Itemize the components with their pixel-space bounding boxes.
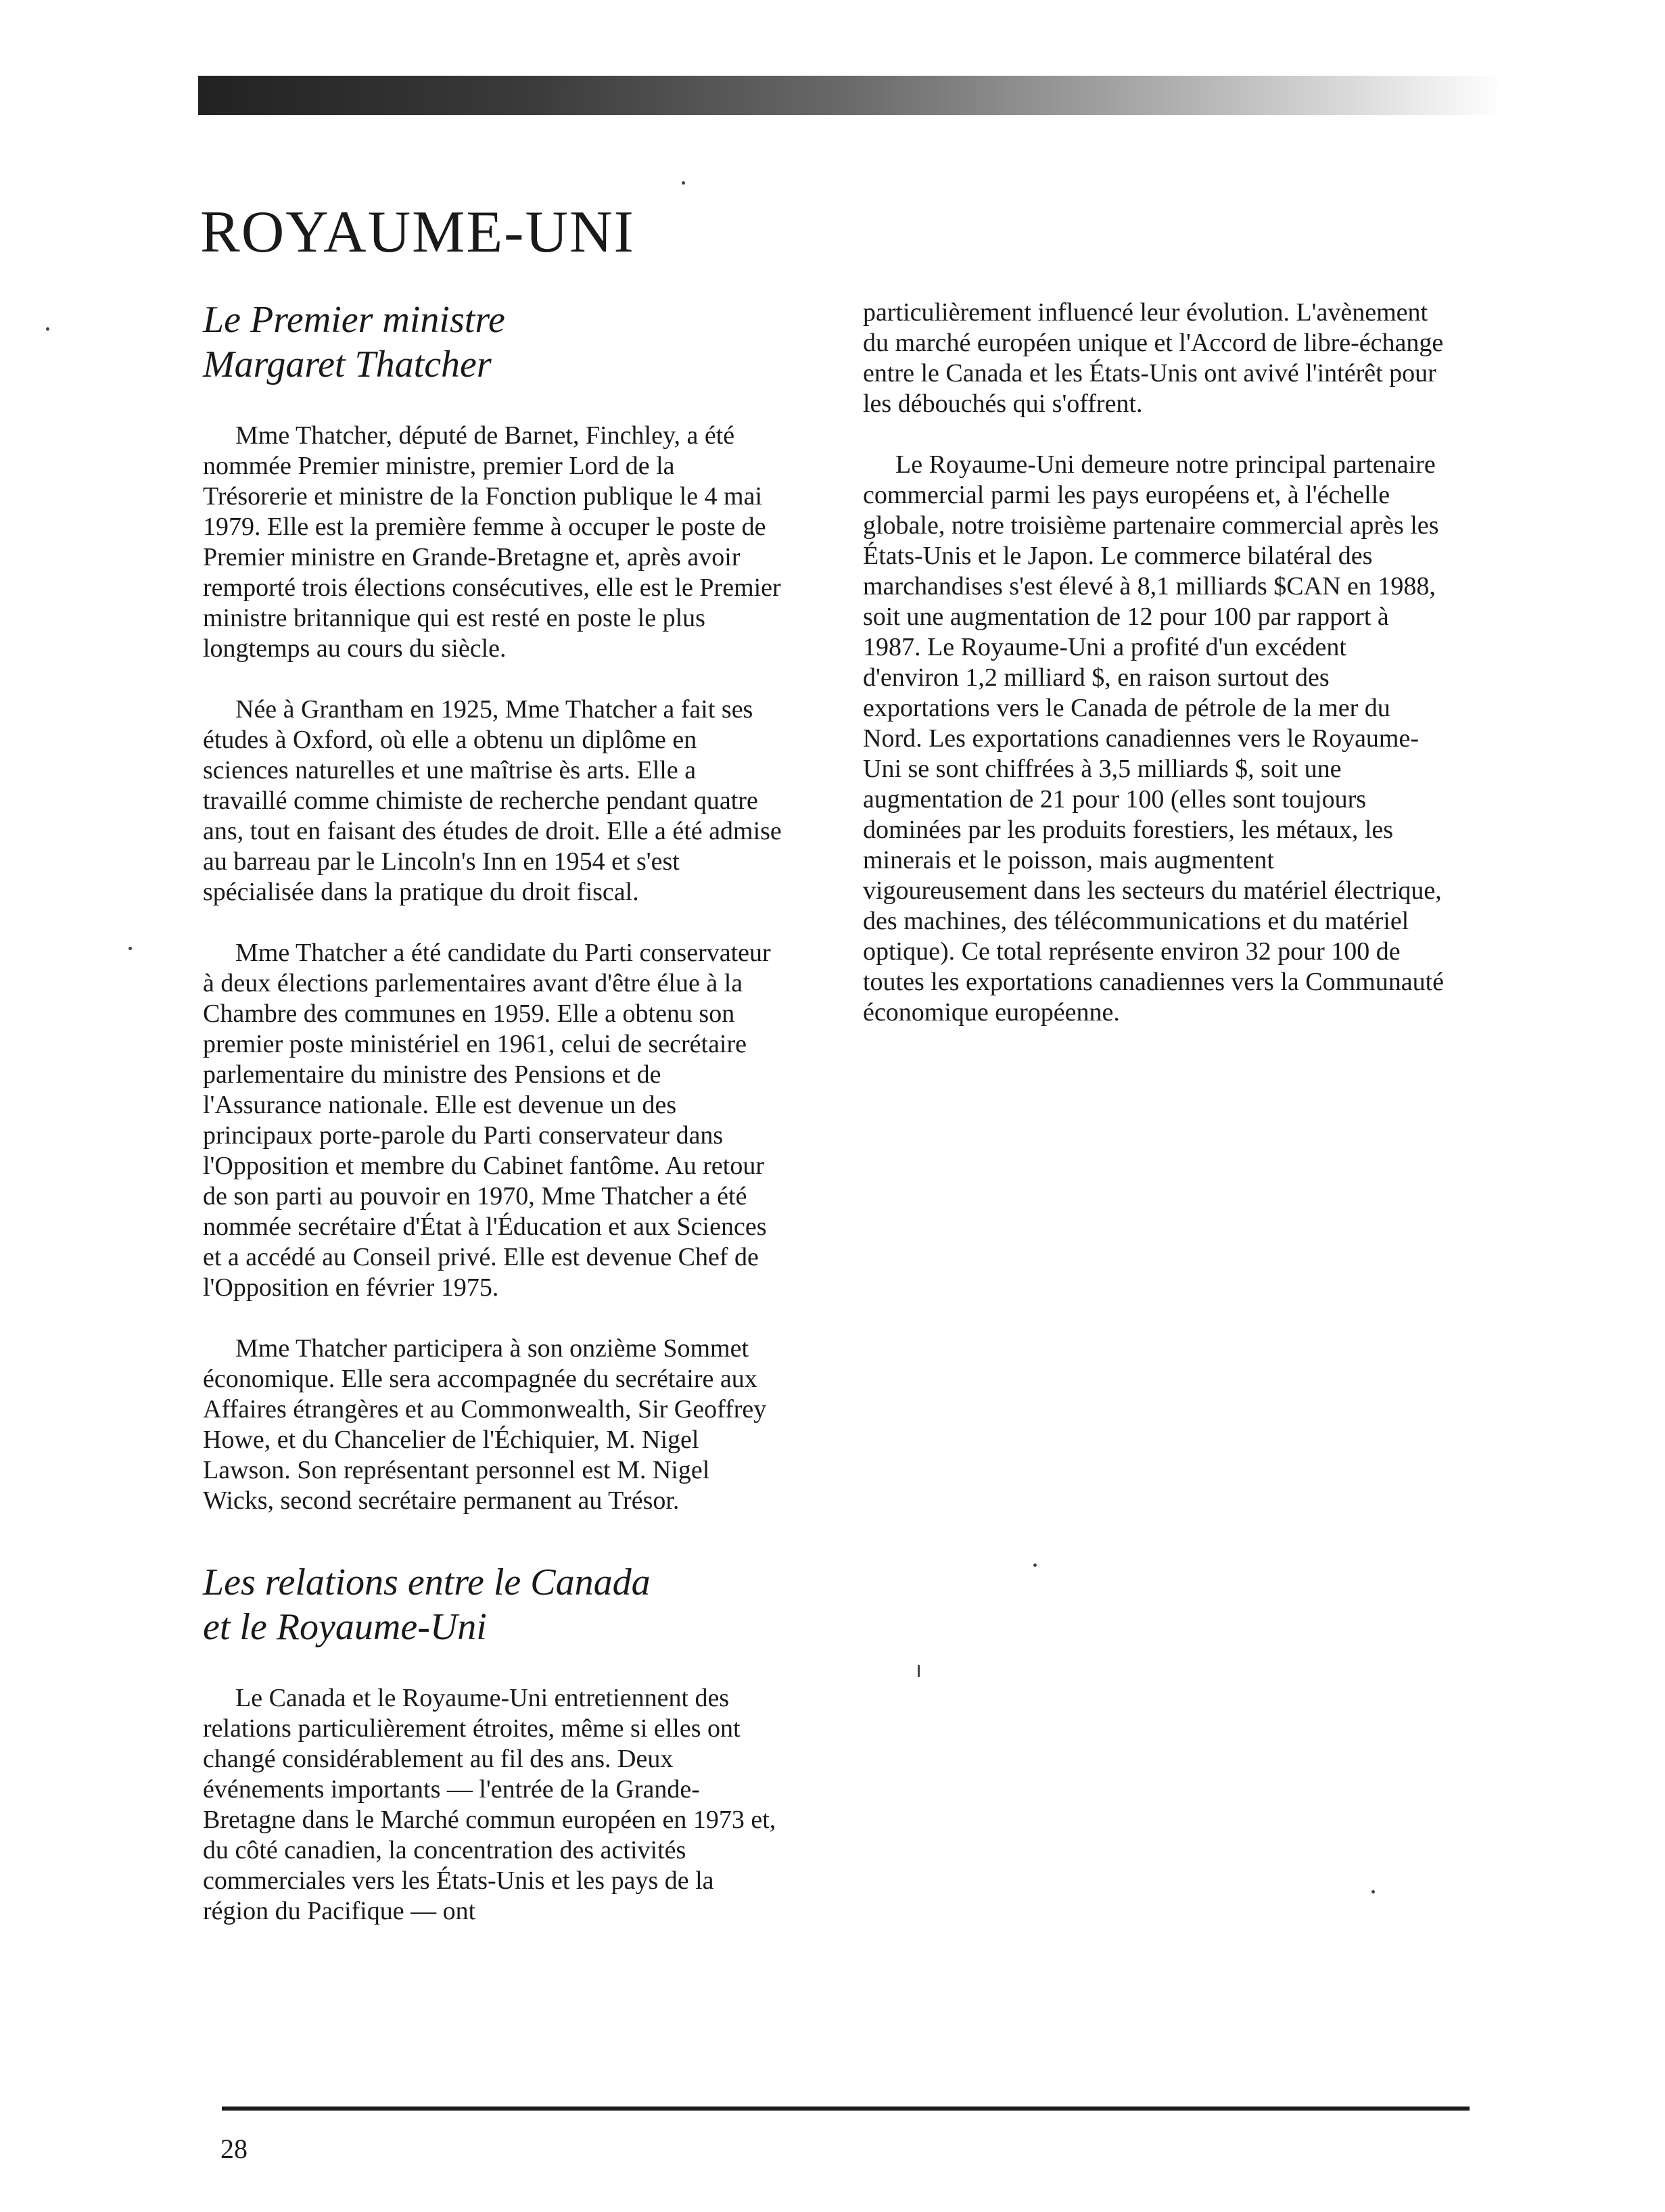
body-paragraph: Mme Thatcher a été candidate du Parti conservateur à deux élections parlementaires avant d'être élue à la Chambre des communes en 1959. Elle a obtenu son premier poste ministériel en 1961, celui de secrétaire parlementaire du ministre des Pensions et de l'Assurance nationale. Elle est devenue un des principaux porte-parole du Parti conservateur dans l'Opposition et membre du Cabinet fantôme. Au retour de son parti au pouvoir en 1970, Mme Thatcher a été nommée secrétaire d'État à l'Éducation et aux Sciences et a accédé au Conseil privé. Elle est devenue Chef de l'Opposition en février 1975. (203, 939, 771, 1302)
scan-speck (46, 327, 49, 331)
body-paragraph: Le Canada et le Royaume-Uni entretiennent des relations particulièrement étroites, même si elles ont changé considérablement au fil des ans. Deux événements importants — l'entrée de la Grande-Bretagne dans le Marché commun européen en 1973 et, du côté canadien, la concentration des activités commerciales vers les États-Unis et les pays de la région du Pacifique — ont (203, 1684, 776, 1925)
heading-line: Margaret Thatcher (203, 344, 492, 385)
body-paragraph: Mme Thatcher, député de Barnet, Finchley, a été nommée Premier ministre, premier Lord de la Trésorerie et ministre de la Fonction publique le 4 mai 1979. Elle est la première femme à occuper le poste de Premier ministre en Grande-Bretagne et, après avoir remporté trois élections consécutives, elle est le Premier ministre britannique qui est resté en poste le plus longtemps au cours du siècle. (203, 421, 781, 663)
page-title: ROYAUME-UNI (200, 199, 635, 265)
body-paragraph: Née à Grantham en 1925, Mme Thatcher a fait ses études à Oxford, où elle a obtenu un diplôme en sciences naturelles et une maîtrise ès arts. Elle a travaillé comme chimiste de recherche pendant quatre ans, tout en faisant des études de droit. Elle a été admise au barreau par le Lincoln's Inn en 1954 et s'est spécialisée dans la pratique du droit fiscal. (203, 695, 782, 906)
heading-line: Les relations entre le Canada (203, 1561, 651, 1603)
body-paragraph: Le Royaume-Uni demeure notre principal partenaire commercial parmi les pays européens et, à l'échelle globale, notre troisième partenaire commercial après les États-Unis et le Japon. Le commerce bilatéral des marchandises s'est élevé à 8,1 milliards $CAN en 1988, soit une augmentation de 12 pour 100 par rapport à 1987. Le Royaume-Uni a profité d'un excédent d'environ 1,2 milliard $, en raison surtout des exportations vers le Canada de pétrole de la mer du Nord. Les exportations canadiennes vers le Royaume-Uni se sont chiffrées à 3,5 milliards $, soit une augmentation de 21 pour 100 (elles sont toujours dominées par les produits forestiers, les métaux, les minerais et le poisson, mais augmentent vigoureusement dans les secteurs du matériel électrique, des machines, des télécommunications et du matériel optique). Ce total représente environ 32 pour 100 de toutes les exportations canadiennes vers la Communauté économique européenne. (863, 450, 1444, 1027)
page-number: 28 (220, 2134, 248, 2164)
header-decorative-band (198, 76, 1503, 115)
body-paragraph-continued: particulièrement influencé leur évolution. L'avènement du marché européen unique et l'Accord de libre-échange entre le Canada et les États-Unis ont avivé l'intérêt pour les débouchés qui s'offrent. (863, 298, 1444, 418)
scan-speck (682, 181, 685, 185)
left-column (203, 298, 784, 1957)
heading-line: et le Royaume-Uni (203, 1606, 487, 1648)
scan-speck (1033, 1563, 1037, 1567)
scan-speck (918, 1665, 920, 1677)
footer-rule (222, 2107, 1470, 2111)
section-heading-relations (203, 1560, 784, 1649)
scan-speck (128, 947, 132, 950)
section-heading-prime-minister (203, 298, 784, 387)
body-paragraph: Mme Thatcher participera à son onzième Sommet économique. Elle sera accompagnée du secrétaire aux Affaires étrangères et au Commonwealth, Sir Geoffrey Howe, et du Chancelier de l'Échiquier, M. Nigel Lawson. Son représentant personnel est M. Nigel Wicks, second secrétaire permanent au Trésor. (203, 1334, 767, 1515)
right-column (863, 298, 1445, 1058)
heading-line: Le Premier ministre (203, 299, 505, 341)
scan-speck (1371, 1890, 1375, 1893)
